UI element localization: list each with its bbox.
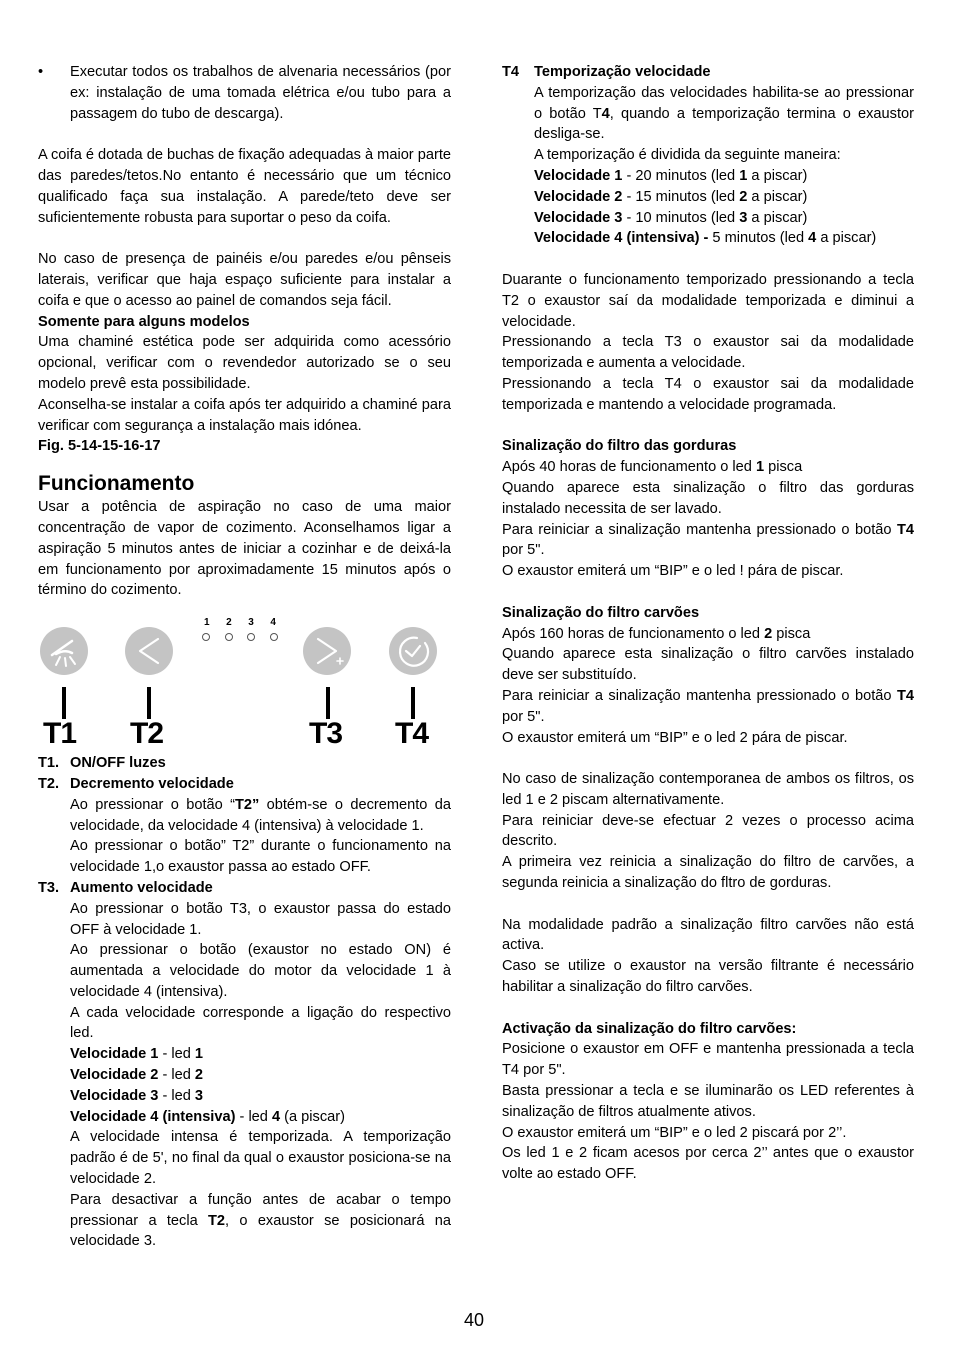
grease-paragraph: Para reiniciar a sinalização mantenha pressionado o botão T4 por 5".	[502, 521, 914, 559]
timer-speed-line: Velocidade 2 - 15 minutos (led 2 a piscar)	[534, 188, 808, 205]
activation-paragraph: O exaustor emiterá um “BIP” e o led 2 piscará por 2’’.	[502, 1124, 847, 1141]
chimney-paragraph: Uma chaminé estética pode ser adquirida como acessório opcional, verificar com o revendedor autorizado se o seu modelo prevê esta possibilidade.	[38, 334, 451, 392]
item-number: T4	[502, 64, 520, 80]
grease-paragraph: Após 40 horas de funcionamento o led 1 pisca	[502, 459, 803, 476]
led-number: 4	[270, 617, 276, 629]
both-filters-paragraph: A primeira vez reinicia a sinalização do filtro de carvões, a segunda reinicia a sinalização do fltro de gorduras.	[502, 854, 914, 892]
minus-icon	[125, 627, 173, 675]
right-column	[502, 62, 914, 1185]
led-number: 3	[248, 617, 254, 629]
led-indicator	[270, 633, 278, 641]
item-title: Aumento velocidade	[70, 879, 213, 896]
t1-item	[38, 753, 451, 774]
t3-paragraph: Ao pressionar o botão (exaustor no estado ON) é aumentada a velocidade do motor da velocidade 1 à velocidade 4 (intensiva).	[70, 942, 451, 1000]
bullet-item	[38, 62, 451, 124]
t2-paragraph: Ao pressionar o botão” T2” durante o funcionamento na velocidade 1,o exaustor passa ao estado OFF.	[70, 838, 451, 876]
t2-item	[38, 774, 451, 795]
t3-paragraph: A velocidade intensa é temporizada. A temporização padrão é de 5', no final da qual o exaustor posiciona-se na velocidade 2.	[70, 1129, 451, 1188]
button-t4	[389, 627, 437, 675]
speed-line: Velocidade 2 - led 2	[70, 1067, 204, 1084]
pointer-line	[326, 687, 330, 719]
timer-icon	[389, 627, 437, 675]
led-indicator	[247, 633, 255, 641]
timed-paragraph: Duarante o funcionamento temporizado pressionando a tecla T2 o exaustor saí da modalidade temporizada e diminui a velocidade.	[502, 271, 914, 330]
left-column	[38, 62, 451, 1252]
fixing-paragraph: A coifa é dotada de buchas de fixação adequadas à maior parte das paredes/tetos.No entanto é necessário que um técnico qualificado faça sua instalação. A parede/teto deve ser suficientemente robusta para suportar o peso da coifa.	[38, 147, 451, 226]
both-filters-paragraph: No caso de sinalização contemporanea de ambos os filtros, os led 1 e 2 piscam alternativamente.	[502, 771, 914, 808]
pointer-line	[147, 687, 151, 719]
t3-paragraph: Para desactivar a função antes de acabar o tempo pressionar a tecla T2, o exaustor se posicionará na velocidade 3.	[70, 1191, 451, 1250]
pointer-line	[411, 687, 415, 719]
label-t1: T1	[43, 717, 77, 751]
speed-leds	[202, 617, 278, 641]
item-title: Temporização velocidade	[534, 64, 711, 80]
activation-paragraph: Posicione o exaustor em OFF e mantenha pressionada a tecla T4 por 5".	[502, 1041, 914, 1079]
grease-paragraph: O exaustor emiterá um “BIP” e o led ! pára de piscar.	[502, 563, 844, 580]
both-filters-paragraph: Para reiniciar deve-se efectuar 2 vezes o processo acima descrito.	[502, 812, 914, 850]
bullet-mark: •	[38, 64, 44, 80]
button-t3	[303, 627, 351, 675]
carbon-paragraph: Após 160 horas de funcionamento o led 2 pisca	[502, 625, 811, 642]
label-t3: T3	[309, 717, 343, 751]
speed-line: Velocidade 3 - led 3	[70, 1087, 204, 1104]
panels-paragraph: No caso de presença de painéis e/ou paredes e/ou pênseis laterais, verificar que haja espaço suficiente para instalar a coifa e que o acesso ao painel de comandos seja fácil.	[38, 251, 451, 309]
item-number: T2.	[38, 775, 60, 792]
activation-heading: Activação da sinalização do filtro carvões:	[502, 1020, 797, 1037]
carbon-filter-heading: Sinalização do filtro carvões	[502, 604, 700, 621]
item-title: Decremento velocidade	[70, 775, 234, 792]
led-indicator	[225, 633, 233, 641]
advice-paragraph: Aconselha-se instalar a coifa após ter adquirido a chaminé para verificar com segurança a instalação mais idónea.	[38, 396, 451, 434]
light-icon	[40, 627, 88, 675]
timer-speed-line: Velocidade 3 - 10 minutos (led 3 a piscar)	[534, 209, 808, 226]
figure-reference: Fig. 5-14-15-16-17	[38, 438, 161, 455]
led-number: 2	[226, 617, 232, 629]
t3-item	[38, 878, 451, 899]
item-number: T3.	[38, 879, 60, 896]
default-mode-paragraph: Caso se utilize o exaustor na versão filtrante é necessário habilitar a sinalização do filtro carvões.	[502, 958, 914, 996]
led-number: 1	[204, 617, 210, 629]
carbon-paragraph: Quando aparece esta sinalização o filtro carvões instalado deve ser substituído.	[502, 646, 914, 684]
timed-paragraph: Pressionando a tecla T4 o exaustor sai da modalidade temporizada e mantendo a velocidade programada.	[502, 375, 914, 413]
bullet-text: Executar todos os trabalhos de alvenaria necessários (por ex: instalação de uma tomada elétrica e/ou tubo para a passagem do tubo de descarga).	[70, 64, 451, 122]
t4-paragraph: A temporização das velocidades habilita-se ao pressionar o botão T4, quando a temporização termina o exaustor desliga-se.	[534, 84, 914, 143]
t4-paragraph: A temporização é dividida da seguinte maneira:	[534, 147, 841, 164]
t3-paragraph: Ao pressionar o botão T3, o exaustor passa do estado OFF à velocidade 1.	[70, 900, 451, 938]
t2-description	[38, 795, 451, 878]
label-t2: T2	[130, 717, 164, 751]
speed-line: Velocidade 1 - led 1	[70, 1046, 204, 1063]
intro-paragraph: Usar a potência de aspiração no caso de uma maior concentração de vapor de cozimento. Aconselhamos ligar a aspiração 5 minutos antes de iniciar a cozinhar e de deixá-la em funcionamento por aproximadamente 15 minutos após o término do cozimento.	[38, 499, 451, 599]
item-number: T1.	[38, 755, 60, 772]
t4-description	[502, 83, 914, 249]
item-title: ON/OFF luzes	[70, 755, 166, 772]
plus-icon	[303, 627, 351, 675]
section-title: Funcionamento	[38, 472, 195, 496]
carbon-paragraph: Para reiniciar a sinalização mantenha pressionado o botão T4 por 5".	[502, 687, 914, 725]
carbon-paragraph: O exaustor emiterá um “BIP” e o led 2 pára de piscar.	[502, 729, 848, 746]
pointer-line	[62, 687, 66, 719]
page-number: 40	[464, 1310, 485, 1330]
t4-item	[502, 62, 914, 83]
t2-paragraph: Ao pressionar o botão “T2” obtém-se o decremento da velocidade, da velocidade 4 (intensiva) à velocidade 1.	[70, 796, 451, 834]
button-t1	[40, 627, 88, 675]
speed-line: Velocidade 4 (intensiva) - led 4 (a piscar)	[70, 1108, 345, 1125]
models-heading: Somente para alguns modelos	[38, 313, 250, 330]
timed-paragraph: Pressionando a tecla T3 o exaustor sai da modalidade temporizada e aumenta a velocidade.	[502, 334, 914, 372]
grease-paragraph: Quando aparece esta sinalização o filtro das gorduras instalado necessita de ser lavado.	[502, 479, 914, 517]
activation-paragraph: Os led 1 e 2 ficam acesos por cerca 2’’ antes que o exaustor volte ao estado OFF.	[502, 1145, 914, 1183]
control-panel-illustration	[38, 611, 451, 749]
default-mode-paragraph: Na modalidade padrão a sinalização filtro carvões não está activa.	[502, 916, 914, 954]
button-t2	[125, 627, 173, 675]
activation-paragraph: Basta pressionar a tecla e se iluminarão os LED referentes à sinalização de filtros atualmente ativos.	[502, 1083, 914, 1120]
t3-description	[38, 899, 451, 1253]
t3-paragraph: A cada velocidade corresponde a ligação do respectivo led.	[70, 1004, 451, 1042]
led-indicator	[202, 633, 210, 641]
grease-filter-heading: Sinalização do filtro das gorduras	[502, 438, 737, 455]
timer-speed-line: Velocidade 1 - 20 minutos (led 1 a piscar)	[534, 167, 808, 184]
timer-speed-line: Velocidade 4 (intensiva) - 5 minutos (led 4 a piscar)	[534, 230, 877, 247]
label-t4: T4	[395, 717, 429, 751]
